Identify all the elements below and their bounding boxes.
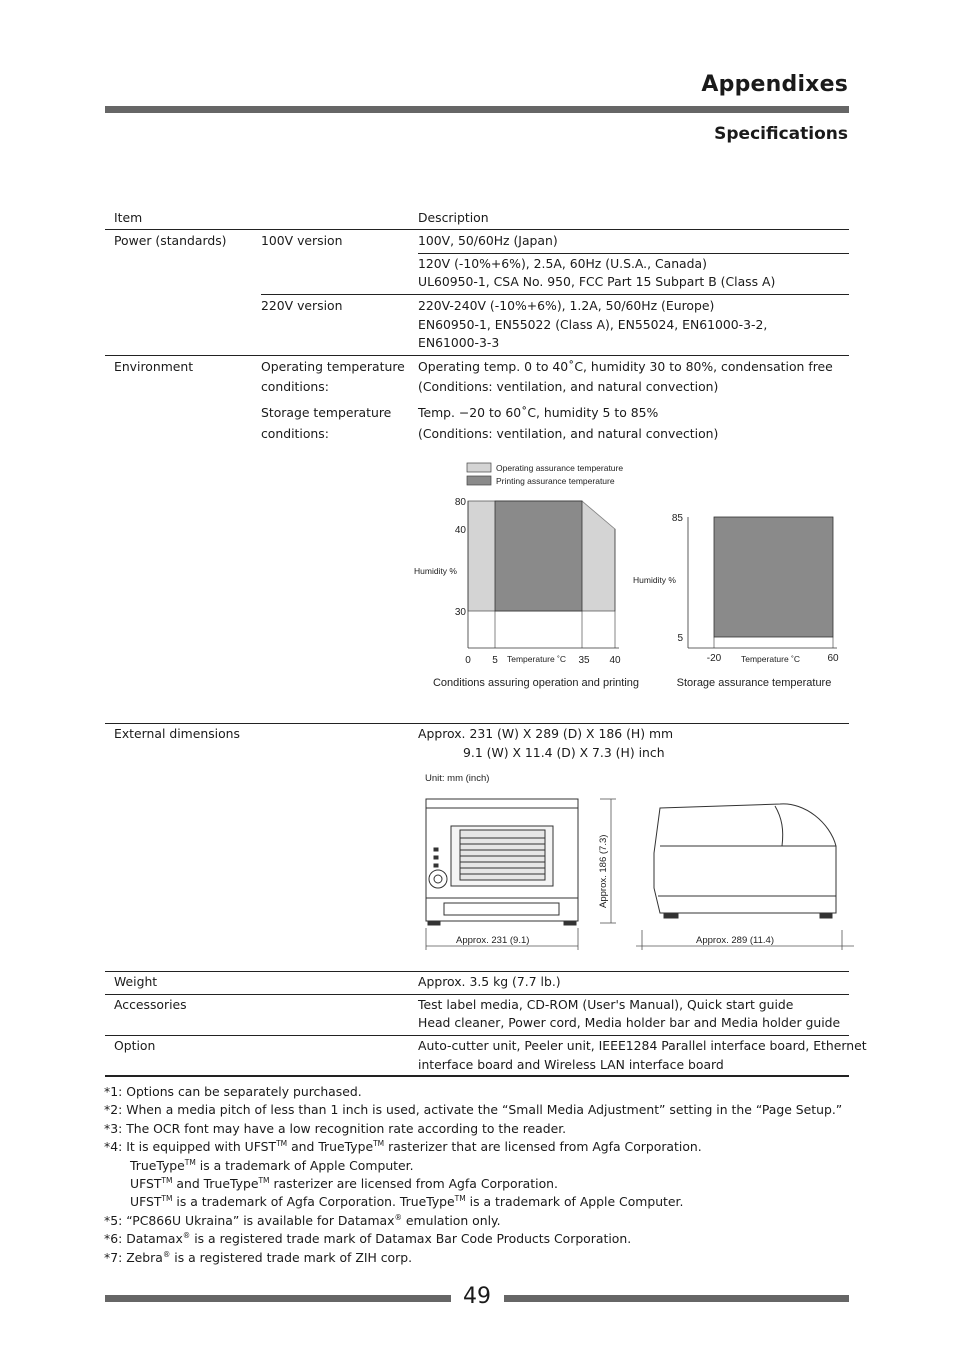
op-temp-label-2: conditions: — [261, 379, 329, 394]
x-tick-label: 40 — [609, 655, 621, 666]
table-rule — [418, 253, 849, 254]
footnote-1: *1: Options can be separately purchased. — [104, 1084, 362, 1099]
op-temp-desc-2: (Conditions: ventilation, and natural convection) — [418, 379, 719, 394]
y-tick-label: 40 — [454, 525, 466, 536]
footnote-4-line-4: UFST™ is a trademark of Agfa Corporation. TrueType™ is a trademark of Apple Computer. — [130, 1194, 684, 1209]
st-temp-desc-2: (Conditions: ventilation, and natural convection) — [418, 426, 719, 441]
printing-area — [495, 501, 582, 611]
footnote-6: *6: Datamax® is a registered trade mark of Datamax Bar Code Products Corporation. — [104, 1231, 632, 1246]
x-tick-label: 60 — [827, 653, 839, 664]
header-rule — [105, 106, 849, 113]
footnote-4-line-2: TrueType™ is a trademark of Apple Computer. — [130, 1158, 414, 1173]
storage-chart — [633, 513, 839, 689]
height-dimension-label: Approx. 186 (7.3) — [598, 834, 609, 908]
unit-label: Unit: mm (inch) — [425, 773, 490, 784]
table-rule — [105, 229, 849, 230]
power-100v-desc-3: UL60950-1, CSA No. 950, FCC Part 15 Subpart B (Class A) — [418, 274, 776, 289]
table-rule — [105, 723, 849, 724]
row-label-environment: Environment — [114, 359, 194, 374]
x-axis-label: Temperature ˚C — [507, 654, 567, 664]
y-tick-label: 5 — [677, 633, 683, 644]
y-tick-label: 80 — [454, 497, 466, 508]
x-tick-label: 35 — [578, 655, 590, 666]
footnote-7: *7: Zebra® is a registered trade mark of ZIH corp. — [104, 1250, 413, 1265]
width-dimension-label: Approx. 231 (9.1) — [456, 935, 530, 946]
page-subtitle: Specifications — [714, 124, 848, 144]
power-220v-desc-3: EN61000-3-3 — [418, 335, 500, 350]
power-100v-label: 100V version — [261, 233, 343, 248]
section-title: Appendixes — [701, 72, 848, 97]
row-label-power: Power (standards) — [114, 233, 227, 248]
x-tick-label: -20 — [706, 653, 722, 664]
operating-chart — [414, 463, 639, 689]
x-tick-label: 0 — [465, 655, 471, 666]
table-rule — [105, 971, 849, 972]
footnote-2: *2: When a media pitch of less than 1 inch is used, activate the “Small Media Adjustment” setting in the “Page Setup.” — [104, 1102, 843, 1117]
x-tick-label: 5 — [492, 655, 498, 666]
option-desc-1: Auto-cutter unit, Peeler unit, IEEE1284 Parallel interface board, Ethernet — [418, 1038, 867, 1053]
accessories-desc-2: Head cleaner, Power cord, Media holder bar and Media holder guide — [418, 1015, 841, 1030]
chart-caption: Storage assurance temperature — [676, 677, 832, 689]
y-axis-label: Humidity % — [633, 575, 676, 585]
table-rule — [261, 294, 849, 295]
y-tick-label: 85 — [671, 513, 683, 524]
row-label-option: Option — [114, 1038, 156, 1053]
weight-desc: Approx. 3.5 kg (7.7 lb.) — [418, 974, 561, 989]
printer-front-view — [426, 799, 578, 925]
footnote-4-line-3: UFST™ and TrueType™ rasterizer are licensed from Agfa Corporation. — [130, 1176, 558, 1191]
page-number: 49 — [463, 1284, 491, 1309]
footer-rule-left — [105, 1295, 451, 1302]
y-tick-label: 30 — [454, 607, 466, 618]
dimensions-inch: 9.1 (W) X 11.4 (D) X 7.3 (H) inch — [463, 745, 665, 760]
footnote-4: *4: It is equipped with UFST™ and TrueType™ rasterizer that are licensed from Agfa Corporation. — [104, 1139, 702, 1154]
footer-rule-right — [504, 1295, 849, 1302]
power-100v-desc-1: 100V, 50/60Hz (Japan) — [418, 233, 558, 248]
power-100v-desc-2: 120V (-10%+6%), 2.5A, 60Hz (U.S.A., Canada) — [418, 256, 707, 271]
col-header-item: Item — [114, 210, 143, 225]
dimensions-mm: Approx. 231 (W) X 289 (D) X 186 (H) mm — [418, 726, 674, 741]
row-label-dimensions: External dimensions — [114, 726, 240, 741]
option-desc-2: interface board and Wireless LAN interface board — [418, 1057, 724, 1072]
printer-side-view — [654, 804, 836, 918]
op-temp-desc-1: Operating temp. 0 to 40˚C, humidity 30 to 80%, condensation free — [418, 359, 833, 374]
st-temp-label-2: conditions: — [261, 426, 329, 441]
table-bottom-rule — [105, 1075, 849, 1077]
table-rule — [105, 355, 849, 356]
op-temp-label-1: Operating temperature — [261, 359, 405, 374]
row-label-weight: Weight — [114, 974, 158, 989]
legend-swatch-operating — [467, 463, 491, 472]
footnote-3: *3: The OCR font may have a low recognition rate according to the reader. — [104, 1121, 567, 1136]
depth-dimension-label: Approx. 289 (11.4) — [696, 935, 774, 946]
y-axis-label: Humidity % — [414, 566, 457, 576]
table-rule — [105, 1035, 849, 1036]
legend-label-operating: Operating assurance temperature — [496, 463, 624, 473]
footnote-5: *5: “PC866U Ukraina” is available for Datamax® emulation only. — [104, 1213, 501, 1228]
accessories-desc-1: Test label media, CD-ROM (User's Manual), Quick start guide — [418, 997, 794, 1012]
power-220v-desc-2: EN60950-1, EN55022 (Class A), EN55024, EN61000-3-2, — [418, 317, 768, 332]
row-label-accessories: Accessories — [114, 997, 187, 1012]
storage-area — [714, 517, 833, 637]
power-220v-label: 220V version — [261, 298, 343, 313]
legend-swatch-printing — [467, 476, 491, 485]
chart-caption: Conditions assuring operation and printing — [432, 677, 640, 689]
legend-label-printing: Printing assurance temperature — [496, 476, 615, 486]
col-header-description: Description — [418, 210, 489, 225]
printer-dimension-drawings — [410, 768, 855, 953]
st-temp-desc-1: Temp. −20 to 60˚C, humidity 5 to 85% — [418, 405, 659, 420]
st-temp-label-1: Storage temperature — [261, 405, 392, 420]
table-rule — [105, 994, 849, 995]
environment-charts — [400, 455, 850, 695]
x-axis-label: Temperature ˚C — [741, 654, 801, 664]
power-220v-desc-1: 220V-240V (-10%+6%), 1.2A, 50/60Hz (Europe) — [418, 298, 715, 313]
